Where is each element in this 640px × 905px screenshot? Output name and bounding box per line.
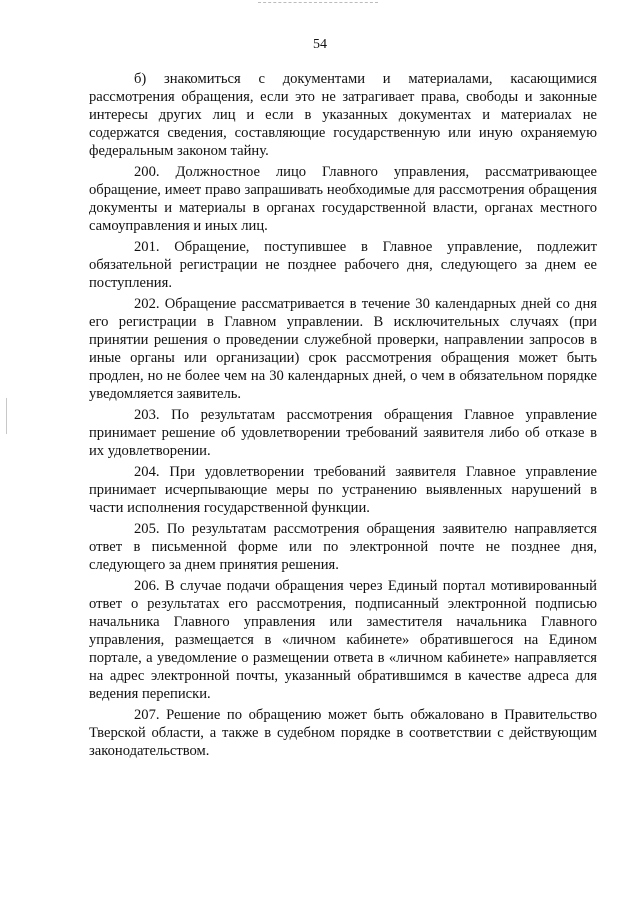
paragraph-203: 203. По результатам рассмотрения обращения Главное управление принимает решение об удовлетворении требований заявителя либо об отказе в их удовлетворении. bbox=[89, 407, 597, 459]
page-number: 54 bbox=[313, 37, 327, 52]
document-body bbox=[89, 70, 597, 763]
paragraph-205: 205. По результатам рассмотрения обращения заявителю направляется ответ в письменной форме или по электронной почте не позднее дня, следующего за днем принятия решения. bbox=[89, 521, 597, 573]
paragraph-201: 201. Обращение, поступившее в Главное управление, подлежит обязательной регистрации не позднее рабочего дня, следующего за днем ее поступления. bbox=[89, 239, 597, 291]
paragraph-204: 204. При удовлетворении требований заявителя Главное управление принимает исчерпывающие меры по устранению выявленных нарушений в части исполнения государственной функции. bbox=[89, 464, 597, 516]
paragraph-200: 200. Должностное лицо Главного управления, рассматривающее обращение, имеет право запрашивать необходимые для рассмотрения обращения документы и материалы в органах государственной власти, органах местного самоуправления и иных лиц. bbox=[89, 164, 597, 234]
paragraph-202: 202. Обращение рассматривается в течение 30 календарных дней со дня его регистрации в Главном управлении. В исключительных случаях (при принятии решения о проведении служебной проверки, направлении запросов в иные органы или организации) срок рассмотрения обращения может быть продлен, но не более чем на 30 календарных дней, о чем в обязательном порядке уведомляется заявитель. bbox=[89, 296, 597, 402]
paragraph-b: б) знакомиться с документами и материалами, касающимися рассмотрения обращения, если это не затрагивает права, свободы и законные интересы других лиц и если в указанных документах и материалах не содержатся сведения, составляющие государственную или иную охраняемую федеральным законом тайну. bbox=[89, 71, 597, 159]
paragraph-206: 206. В случае подачи обращения через Единый портал мотивированный ответ о результатах его рассмотрения, подписанный электронной подписью начальника Главного управления или заместителя начальника Главного управления, размещается в «личном кабинете» обратившегося на Едином портале, а уведомление о размещении ответа в «личном кабинете» направляется на адрес электронной почты, указанный обратившимся в качестве адреса для ведения переписки. bbox=[89, 578, 597, 702]
scan-artifact-left bbox=[6, 398, 7, 434]
scan-artifact-top bbox=[258, 2, 378, 5]
paragraph-207: 207. Решение по обращению может быть обжаловано в Правительство Тверской области, а также в судебном порядке в соответствии с действующим законодательством. bbox=[89, 707, 597, 759]
